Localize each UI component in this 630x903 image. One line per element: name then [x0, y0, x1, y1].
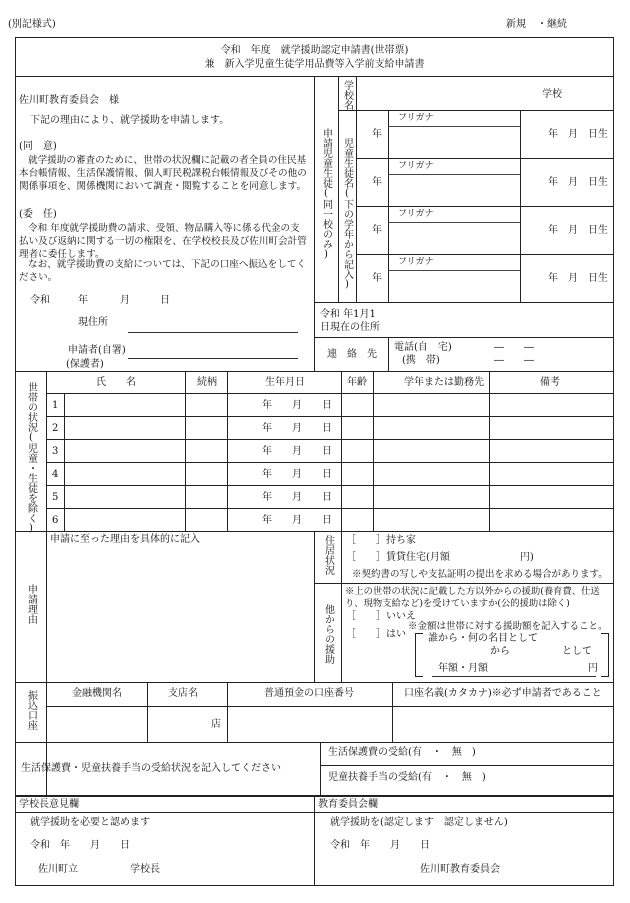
rule: [147, 682, 148, 742]
rule: [227, 682, 228, 742]
residence-label-1: 令和 年1月1: [320, 309, 376, 320]
child-furigana-label: フリガナ: [398, 257, 434, 267]
rule: [46, 508, 614, 509]
child-birth: 年 月 日生: [548, 129, 608, 140]
reason-section-label: 申請理由: [25, 584, 37, 624]
rule: [46, 462, 614, 463]
delegate-heading: (委 任): [19, 209, 57, 220]
rule: [341, 371, 342, 531]
rule: [314, 76, 315, 371]
row-number: 5: [52, 492, 59, 503]
board-text: 就学援助を(認定します 認定しません): [330, 817, 508, 828]
rental-option[interactable]: ［ ］賃貸住宅(月額 円): [346, 552, 534, 563]
row-number: 6: [52, 515, 59, 526]
delegate-body-2: なお、就学援助費の支給については、下記の口座へ振込をしてください。: [19, 259, 307, 283]
school-name-label: 学校名: [341, 80, 353, 110]
rule: [356, 254, 614, 255]
address-label: 現住所: [78, 317, 108, 328]
rule: [314, 583, 614, 584]
col-age: 年齢: [347, 377, 367, 388]
child-grade: 年: [372, 129, 382, 140]
addressee: 佐川町教育委員会 様: [19, 95, 119, 106]
rule: [320, 742, 321, 796]
row-number: 1: [52, 400, 59, 411]
new-option[interactable]: 新規: [506, 19, 526, 30]
child-furigana-label: フリガナ: [398, 209, 434, 219]
row-date: 年 月 日: [262, 515, 332, 526]
branch-suffix: 店: [211, 719, 221, 730]
date-month: 月: [120, 295, 130, 306]
request-text: 下記の理由により、就学援助を申請します。: [30, 115, 230, 126]
child-furigana-label: フリガナ: [398, 161, 434, 171]
col-note: 備考: [540, 377, 560, 388]
reason-text-area[interactable]: [50, 548, 310, 678]
child-birth: 年 月 日生: [548, 177, 608, 188]
housing-label: 住居状況: [322, 535, 334, 575]
school-suffix: 学校: [542, 89, 562, 100]
rule: [392, 682, 393, 742]
col-name: 氏 名: [96, 377, 136, 388]
rule: [15, 742, 614, 743]
yes-note: ※金額は世帯に対する援助額を記入すること。: [408, 621, 608, 632]
rule: [341, 531, 342, 682]
rule: [388, 270, 520, 271]
form-label: (別記様式): [8, 19, 56, 30]
bracket-left: [415, 633, 423, 677]
rule: [46, 439, 614, 440]
bank-section-label: 振込口座: [25, 690, 37, 730]
row-number: 3: [52, 446, 59, 457]
child-furigana-label: フリガナ: [398, 113, 434, 123]
phone-home-label: 電話(自 宅): [394, 342, 452, 353]
rule: [489, 371, 490, 531]
no-option[interactable]: ［ ］いいえ: [346, 611, 416, 622]
rule: [46, 371, 47, 796]
col-birth: 生年月日: [265, 377, 305, 388]
title-line-1: 令和 年度 就学援助認定申請書(世帯票): [220, 45, 409, 56]
support-from-what: 誰から・何の名目として: [428, 633, 538, 644]
row-date: 年 月 日: [262, 400, 332, 411]
account-holder-header: 口座名義(カタカナ)※必ず申請者であること: [404, 688, 602, 699]
rule: [15, 812, 614, 813]
rule: [356, 206, 614, 207]
branch-header: 支店名: [168, 688, 198, 699]
rule: [356, 158, 614, 159]
rule: [46, 485, 614, 486]
support-question: ※上の世帯の状況に記載した方以外からの援助(養育費、仕送り、現物支給など)を受けていますか(公的援助は除く): [345, 586, 600, 609]
rule: [388, 222, 520, 223]
yes-option[interactable]: ［ ］はい: [346, 629, 406, 640]
row-date: 年 月 日: [262, 423, 332, 434]
rule: [320, 765, 614, 766]
row-date: 年 月 日: [262, 469, 332, 480]
board-date: 令和 年 月 日: [330, 840, 430, 851]
principal-heading: 学校長意見欄: [19, 799, 79, 810]
col-school: 学年または勤務先: [404, 377, 484, 388]
applicant-signature-field[interactable]: [128, 358, 298, 359]
rule: [46, 393, 614, 394]
household-section-label: 世帯の状況(児童・生徒を除く): [25, 382, 37, 534]
rule: [314, 337, 614, 338]
title-line-2: 兼 新入学児童生徒学用品費等入学前支給申請書: [204, 59, 425, 70]
row-number: 4: [52, 469, 59, 480]
livelihood-receipt[interactable]: 生活保護費の受給(有 ・ 無 ): [328, 747, 476, 758]
principal-school: 佐川町立: [38, 864, 78, 875]
rule: [314, 302, 614, 303]
bracket-right: [601, 633, 609, 677]
row-date: 年 月 日: [262, 446, 332, 457]
child-grade: 年: [372, 273, 382, 284]
row-date: 年 月 日: [262, 492, 332, 503]
support-amount-field[interactable]: [432, 676, 596, 677]
child-birth: 年 月 日生: [548, 273, 608, 284]
account-number-header: 普通預金の口座番号: [264, 688, 354, 699]
delegate-body: 令和 年度就学援助費の請求、受領、物品購入等に係る代金の支払い及び返納に関する一切の権限を、在学校校長及び佐川町会計管理者に委任します。: [19, 223, 307, 260]
title: [15, 44, 614, 72]
child-name-label: 児童生徒名(下の学年から記入): [341, 138, 353, 290]
principal-date: 令和 年 月 日: [30, 840, 130, 851]
date-day: 日: [160, 295, 170, 306]
support-from: から: [490, 646, 510, 657]
continue-option[interactable]: ・継続: [537, 19, 567, 30]
rule: [373, 371, 374, 531]
board-heading: 教育委員会欄: [318, 799, 378, 810]
bank-name-header: 金融機関名: [72, 688, 122, 699]
phone-home-field[interactable]: ― ―: [494, 342, 534, 353]
address-field[interactable]: [128, 332, 298, 333]
rule: [388, 337, 389, 371]
consent-body: 就学援助の審査のために、世帯の状況欄に記載の者全員の住民基本台帳情報、生活保護情報、個人町民税課税台帳情報及びその他の関係事項を、関係機関において調査・閲覧することを同意します。: [19, 155, 307, 192]
rule: [185, 371, 186, 531]
row-number: 2: [52, 423, 59, 434]
date-era: 令和: [30, 295, 50, 306]
rule: [15, 371, 614, 372]
children-section-label: 申請児童生徒(同一校のみ): [320, 128, 332, 260]
child-grade: 年: [372, 225, 382, 236]
support-yen: 円: [588, 663, 598, 674]
rule: [314, 531, 315, 682]
support-amount: 年額・月額: [438, 663, 488, 674]
applicant-label: 申請者(自署): [68, 345, 126, 356]
rental-note: ※契約書の写しや支払証明の提出を求める場合があります。: [352, 569, 608, 580]
own-house-option[interactable]: ［ ］持ち家: [346, 535, 416, 546]
rule: [388, 126, 520, 127]
support-label: 他からの援助: [322, 604, 334, 664]
phone-mobile-field[interactable]: ― ―: [494, 355, 534, 366]
date-year: 年: [78, 295, 88, 306]
guardian-label: (保護者): [66, 359, 104, 370]
residence-label-2: 日現在の住所: [320, 322, 380, 333]
welfare-instruction: 生活保護費・児童扶養手当の受給状況を記入してください: [21, 763, 281, 774]
rule: [338, 110, 614, 111]
consent-heading: (同 意): [19, 141, 57, 152]
phone-mobile-label: (携 帯): [402, 355, 440, 366]
rule: [314, 796, 315, 886]
reason-instruction: 申請に至った理由を具体的に記入: [50, 534, 200, 545]
rule: [46, 706, 614, 707]
rule: [15, 682, 614, 683]
board-name: 佐川町教育委員会: [420, 864, 500, 875]
rule: [46, 416, 614, 417]
child-grade: 年: [372, 177, 382, 188]
rule: [388, 174, 520, 175]
rule: [227, 371, 228, 531]
support-as: として: [562, 646, 592, 657]
contact-label: 連 絡 先: [327, 349, 377, 360]
child-allowance-receipt[interactable]: 児童扶養手当の受給(有 ・ 無 ): [328, 772, 486, 783]
principal-title: 学校長: [130, 864, 160, 875]
child-birth: 年 月 日生: [548, 225, 608, 236]
principal-text: 就学援助を必要と認めます: [30, 817, 150, 828]
col-relation: 続柄: [197, 377, 217, 388]
